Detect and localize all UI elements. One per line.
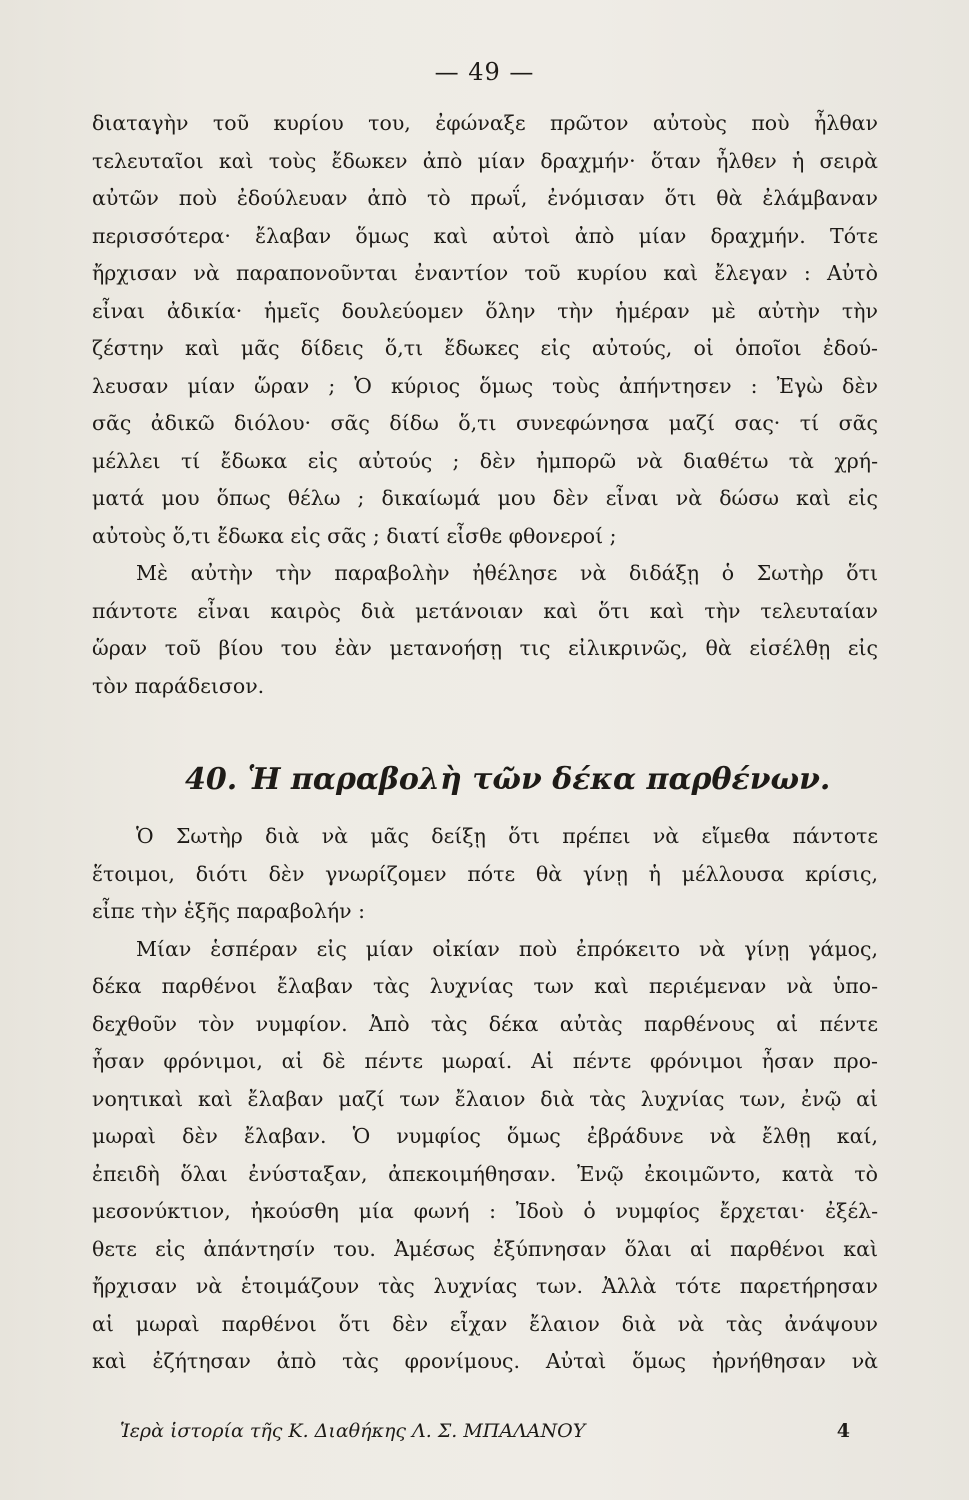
footer-signature: 4 (836, 1420, 850, 1442)
text-line: σᾶς ἀδικῶ διόλου· σᾶς δίδω ὅ,τι συνεφώνησα μαζί σας· τί σᾶς (92, 411, 878, 435)
text-line: ἤρχισαν νὰ παραπονοῦνται ἐναντίον τοῦ κυρίου καὶ ἔλεγαν : Αὐτὸ (92, 261, 878, 285)
text-line: πάντοτε εἶναι καιρὸς διὰ μετάνοιαν καὶ ὅτι καὶ τὴν τελευταίαν (92, 598, 878, 623)
text-line: διαταγὴν τοῦ κυρίου του, ἐφώναξε πρῶτον αὐτοὺς ποὺ ἦλθαν (92, 111, 878, 135)
text-line: μωραὶ δὲν ἔλαβαν. Ὁ νυμφίος ὅμως ἐβράδυνε νὰ ἔλθῃ καί, (92, 1124, 878, 1148)
text-line: δεχθοῦν τὸν νυμφίον. Ἀπὸ τὰς δέκα αὐτὰς παρθένους αἱ πέντε (92, 1011, 878, 1036)
text-line: εἶπε τὴν ἑξῆς παραβολήν : (92, 899, 366, 923)
text-line: ἐπειδὴ ὅλαι ἐνύσταξαν, ἀπεκοιμήθησαν. Ἐνῷ ἐκοιμῶντο, κατὰ τὸ (92, 1161, 878, 1186)
text-block-ten-virgins (92, 818, 878, 1381)
text-line: ματά μου ὅπως θέλω ; δικαίωμά μου δὲν εἶναι νὰ δώσω καὶ εἰς (92, 486, 878, 510)
text-line: περισσότερα· ἔλαβαν ὅμως καὶ αὐτοὶ ἀπὸ μίαν δραχμήν. Τότε (92, 223, 878, 248)
text-line: Ὁ Σωτὴρ διὰ νὰ μᾶς δείξῃ ὅτι πρέπει νὰ εἴμεθα πάντοτε (136, 824, 878, 848)
text-line: μέλλει τί ἔδωκα εἰς αὐτούς ; δὲν ἠμπορῶ νὰ διαθέτω τὰ χρή- (92, 448, 878, 473)
text-line: τὸν παράδεισον. (92, 673, 265, 698)
text-line: θετε εἰς ἀπάντησίν του. Ἀμέσως ἐξύπνησαν ὅλαι αἱ παρθένοι καὶ (92, 1236, 878, 1261)
text-line: ἤρχισαν νὰ ἑτοιμάζουν τὰς λυχνίας των. Ἀλλὰ τότε παρετήρησαν (92, 1274, 878, 1298)
text-line: ὥραν τοῦ βίου του ἐὰν μετανοήσῃ τις εἰλικρινῶς, θὰ εἰσέλθῃ εἰς (92, 636, 878, 660)
text-line: ζέστην καὶ μᾶς δίδεις ὅ,τι ἔδωκες εἰς αὐτούς, οἱ ὁποῖοι ἐδού- (92, 336, 878, 360)
section-heading: 40. Ἡ παραβολὴ τῶν δέκα παρθένων. (185, 762, 831, 797)
text-line: εἶναι ἀδικία· ἡμεῖς δουλεύομεν ὅλην τὴν ἡμέραν μὲ αὐτὴν τὴν (92, 298, 878, 323)
text-line: μεσονύκτιον, ἠκούσθη μία φωνή : Ἰδοὺ ὁ νυμφίος ἔρχεται· ἐξέλ- (92, 1199, 878, 1223)
text-line: δέκα παρθένοι ἔλαβαν τὰς λυχνίας των καὶ περιέμεναν νὰ ὑπο- (92, 974, 878, 998)
text-line: ἦσαν φρόνιμοι, αἱ δὲ πέντε μωραί. Αἱ πέντε φρόνιμοι ἦσαν προ- (92, 1049, 878, 1073)
text-line: Μὲ αὐτὴν τὴν παραβολὴν ἠθέλησε νὰ διδάξῃ ὁ Σωτὴρ ὅτι (136, 561, 878, 585)
text-line: ἕτοιμοι, διότι δὲν γνωρίζομεν πότε θὰ γίνῃ ἡ μέλλουσα κρίσις, (92, 861, 878, 886)
page-footer (120, 1420, 850, 1442)
text-line: αἱ μωραὶ παρθένοι ὅτι δὲν εἶχαν ἔλαιον διὰ νὰ τὰς ἀνάψουν (92, 1311, 878, 1336)
text-line: αὐτῶν ποὺ ἐδούλευαν ἀπὸ τὸ πρωΐ, ἐνόμισαν ὅτι θὰ ἐλάμβαναν (92, 186, 878, 210)
text-block-parable-workers (92, 105, 878, 705)
text-line: αὐτοὺς ὅ,τι ἔδωκα εἰς σᾶς ; διατί εἶσθε φθονεροί ; (92, 523, 617, 548)
page-number: — 49 — (434, 58, 535, 86)
text-line: τελευταῖοι καὶ τοὺς ἔδωκεν ἀπὸ μίαν δραχμήν· ὅταν ἦλθεν ἡ σειρὰ (92, 148, 878, 173)
text-line: Μίαν ἑσπέραν εἰς μίαν οἰκίαν ποὺ ἐπρόκειτο νὰ γίνῃ γάμος, (136, 936, 878, 961)
text-line: νοητικαὶ καὶ ἔλαβαν μαζί των ἔλαιον διὰ τὰς λυχνίας των, ἐνῷ αἱ (92, 1086, 878, 1111)
text-line: καὶ ἐζήτησαν ἀπὸ τὰς φρονίμους. Αὐταὶ ὅμως ἠρνήθησαν νὰ (92, 1349, 878, 1373)
footer-title: Ἱερὰ ἱστορία τῆς Κ. Διαθήκης Λ. Σ. ΜΠΑΛΑΝΟΥ (120, 1420, 586, 1442)
text-line: λευσαν μίαν ὥραν ; Ὁ κύριος ὅμως τοὺς ἀπήντησεν : Ἐγὼ δὲν (92, 373, 878, 398)
